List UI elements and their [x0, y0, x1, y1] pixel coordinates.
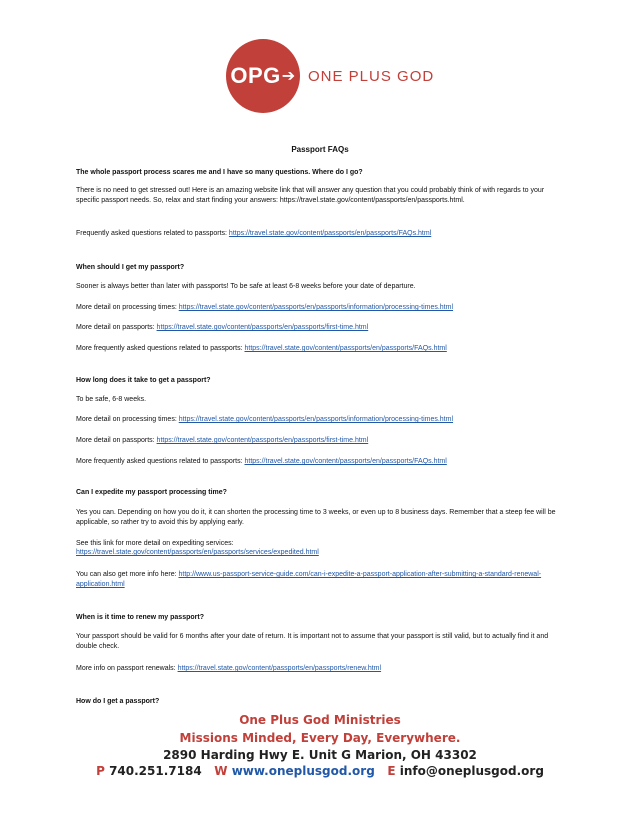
one-plus-god-logo: [226, 38, 434, 114]
more-info-line: [76, 570, 566, 590]
page-title: Passport FAQs: [291, 145, 349, 154]
processing-times-link[interactable]: https://travel.state.gov/content/passports/en/passports/information/processing-times.html: [178, 304, 454, 311]
phone-label: P: [96, 764, 105, 778]
phone-number: 740.251.7184: [109, 764, 202, 778]
question-heading: When should I get my passport?: [76, 264, 185, 271]
footer-org-name: One Plus God Ministries: [239, 713, 401, 727]
answer-paragraph: Your passport should be valid for 6 months after your date of return. It is important not to assume that your passport is still valid, but to actually find it and double check.: [76, 633, 549, 650]
faq-line: [76, 229, 566, 239]
passports-line: [76, 323, 566, 333]
footer-contact: [0, 764, 640, 778]
logo-name: ONE PLUS GOD: [308, 67, 435, 85]
question-heading: When is it time to renew my passport?: [76, 614, 204, 621]
logo-circle: [226, 39, 300, 113]
expedited-link[interactable]: https://travel.state.gov/content/passports/en/passports/services/expedited.html: [76, 549, 319, 556]
website-link[interactable]: www.oneplusgod.org: [231, 764, 375, 778]
answer-paragraph: To be safe, 6-8 weeks.: [76, 396, 147, 403]
logo-mark: OPG: [230, 63, 281, 88]
faq-link[interactable]: https://travel.state.gov/content/passports/en/passports/FAQs.html: [244, 458, 447, 465]
answer-paragraph: There is no need to get stressed out! Here is an amazing website link that will answer any question that you could probably think of with regards to your specific passport needs. So, relax and start finding your answers: https://travel.state.gov/content/passports/en/passports.html.: [76, 187, 545, 204]
link-label: You can also get more info here:: [76, 571, 179, 578]
processing-times-line: [76, 415, 566, 425]
email-label: E: [387, 764, 396, 778]
footer-address: 2890 Harding Hwy E. Unit G Marion, OH 43302: [163, 748, 477, 762]
renewals-line: [76, 664, 566, 674]
processing-times-line: [76, 303, 566, 313]
link-label: More detail on processing times:: [76, 304, 179, 311]
link-label: More detail on passports:: [76, 324, 157, 331]
faq-link[interactable]: https://travel.state.gov/content/passports/en/passports/FAQs.html: [228, 230, 432, 237]
link-label: Frequently asked questions related to passports:: [76, 230, 229, 237]
faq-line: [76, 344, 566, 354]
link-label: More frequently asked questions related to passports:: [76, 458, 245, 465]
question-heading: How long does it take to get a passport?: [76, 377, 211, 384]
question-heading: The whole passport process scares me and I have so many questions. Where do I go?: [76, 169, 363, 176]
web-label: W: [214, 764, 228, 778]
answer-paragraph: Yes you can. Depending on how you do it, it can shorten the processing time to 3 weeks, or even up to 8 business days. Remember that a steep fee will be applicable, so rather try to avoid this by applying early.: [76, 509, 556, 526]
link-label: More info on passport renewals:: [76, 665, 178, 672]
answer-paragraph: Sooner is always better than later with passports! To be safe at least 6-8 weeks before your date of departure.: [76, 283, 416, 290]
faq-line: [76, 457, 566, 467]
footer-tagline: Missions Minded, Every Day, Everywhere.: [179, 731, 461, 745]
processing-times-link[interactable]: https://travel.state.gov/content/passports/en/passports/information/processing-times.html: [178, 416, 454, 423]
expedite-line: [76, 548, 566, 558]
first-time-link[interactable]: https://travel.state.gov/content/passports/en/passports/first-time.html: [156, 324, 369, 331]
passports-line: [76, 436, 566, 446]
faq-link[interactable]: https://travel.state.gov/content/passports/en/passports/FAQs.html: [244, 345, 447, 352]
link-label: More detail on processing times:: [76, 416, 179, 423]
renew-link[interactable]: https://travel.state.gov/content/passports/en/passports/renew.html: [177, 665, 382, 672]
link-label: More frequently asked questions related to passports:: [76, 345, 245, 352]
question-heading: Can I expedite my passport processing time?: [76, 489, 227, 496]
arrow-icon: ➔: [281, 68, 296, 85]
first-time-link[interactable]: https://travel.state.gov/content/passports/en/passports/first-time.html: [156, 437, 369, 444]
link-label: More detail on passports:: [76, 437, 157, 444]
passport-service-guide-link[interactable]: http://www.us-passport-service-guide.com/can-i-expedite-a-passport-application-after-submitting-a-standard-renewal-application.html: [76, 571, 542, 588]
expedite-label: See this link for more detail on expediting services:: [76, 540, 234, 547]
email-address[interactable]: info@oneplusgod.org: [399, 764, 544, 778]
question-heading: How do I get a passport?: [76, 698, 160, 705]
